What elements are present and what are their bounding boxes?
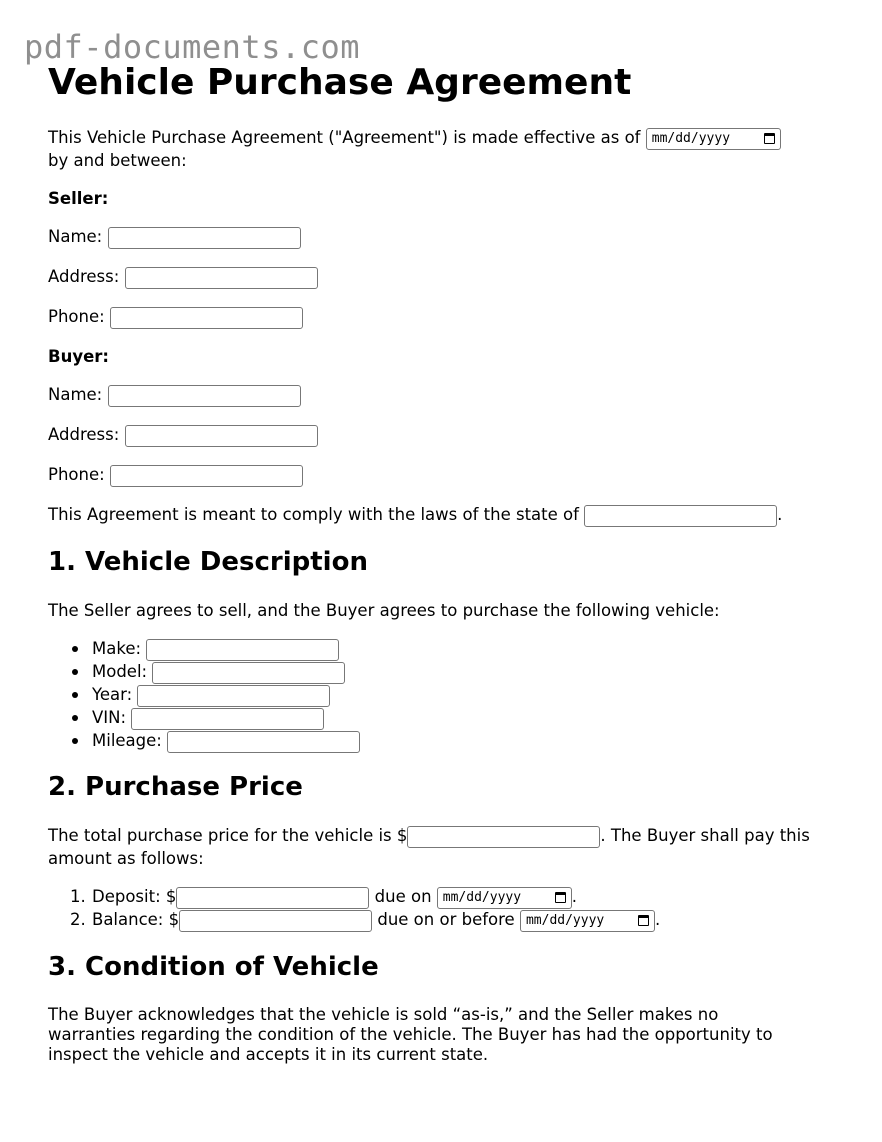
make-input[interactable] [146,639,339,661]
mileage-label: Mileage: [92,731,162,750]
balance-due-label: due on or before [377,910,515,929]
make-label: Make: [92,639,142,658]
balance-label: Balance: $ [92,910,180,929]
intro-text: This Vehicle Purchase Agreement ("Agreement") is made effective as of [48,128,641,147]
calendar-icon [638,915,649,926]
buyer-name-input[interactable] [108,385,301,407]
buyer-address-label: Address: [48,425,120,444]
calendar-icon [555,892,566,903]
list-item [48,660,360,683]
list-item [48,706,360,729]
watermark: pdf-documents.com [24,28,361,66]
section-1-heading: 1. Vehicle Description [48,547,368,577]
seller-heading: Seller: [48,189,109,208]
seller-phone-label: Phone: [48,307,105,326]
buyer-address-row [48,424,318,447]
vehicle-description-list [48,637,360,752]
buyer-name-label: Name: [48,385,103,404]
seller-name-row [48,226,301,249]
seller-address-input[interactable] [125,267,318,289]
section-2-heading: 2. Purchase Price [48,772,303,802]
state-clause-text: This Agreement is meant to comply with the laws of the state of [48,505,579,524]
intro-line-2: by and between: [48,151,187,170]
balance-amount-input[interactable] [179,910,372,932]
balance-date-input[interactable]: mm/dd/yyyy [520,910,655,932]
section-3-line-1: The Buyer acknowledges that the vehicle is sold “as-is,” and the Seller makes no [48,1005,719,1024]
deposit-date-input[interactable]: mm/dd/yyyy [437,887,572,909]
buyer-phone-row [48,464,303,487]
balance-number: 2. [70,910,86,929]
state-input[interactable] [584,505,777,527]
deposit-label: Deposit: $ [92,887,177,906]
purchase-price-text-after: . The Buyer shall pay this [600,826,810,845]
purchase-price-line [48,825,810,848]
buyer-name-row [48,384,301,407]
section-3-line-3: inspect the vehicle and accepts it in its current state. [48,1045,489,1064]
seller-address-row [48,266,318,289]
year-label: Year: [92,685,133,704]
deposit-due-label: due on [374,887,432,906]
purchase-price-input[interactable] [407,826,600,848]
balance-period: . [654,910,661,929]
seller-name-label: Name: [48,227,103,246]
state-clause [48,504,782,527]
year-input[interactable] [137,685,330,707]
buyer-phone-label: Phone: [48,465,105,484]
model-label: Model: [92,662,148,681]
purchase-price-line-2: amount as follows: [48,849,204,868]
section-3-heading: 3. Condition of Vehicle [48,952,379,982]
purchase-price-text: The total purchase price for the vehicle is $ [48,826,408,845]
deposit-amount-input[interactable] [176,887,369,909]
seller-phone-input[interactable] [110,307,303,329]
list-item [48,637,360,660]
seller-name-input[interactable] [108,227,301,249]
list-item [48,729,360,752]
payment-schedule-list [48,885,660,931]
deposit-number: 1. [70,887,86,906]
buyer-phone-input[interactable] [110,465,303,487]
state-clause-period: . [777,505,783,524]
buyer-address-input[interactable] [125,425,318,447]
list-item [48,683,360,706]
calendar-icon [764,133,775,144]
mileage-input[interactable] [167,731,360,753]
effective-date-input[interactable]: mm/dd/yyyy [646,128,781,150]
deposit-period: . [571,887,578,906]
section-1-text: The Seller agrees to sell, and the Buyer agrees to purchase the following vehicle: [48,601,720,620]
vin-input[interactable] [131,708,324,730]
model-input[interactable] [152,662,345,684]
page-title: Vehicle Purchase Agreement [48,62,632,103]
seller-address-label: Address: [48,267,120,286]
list-item [48,908,660,931]
intro-line [48,127,781,150]
buyer-heading: Buyer: [48,347,110,366]
list-item [48,885,660,908]
seller-phone-row [48,306,303,329]
section-3-line-2: warranties regarding the condition of the vehicle. The Buyer has had the opportunity to [48,1025,773,1044]
vin-label: VIN: [92,708,127,727]
